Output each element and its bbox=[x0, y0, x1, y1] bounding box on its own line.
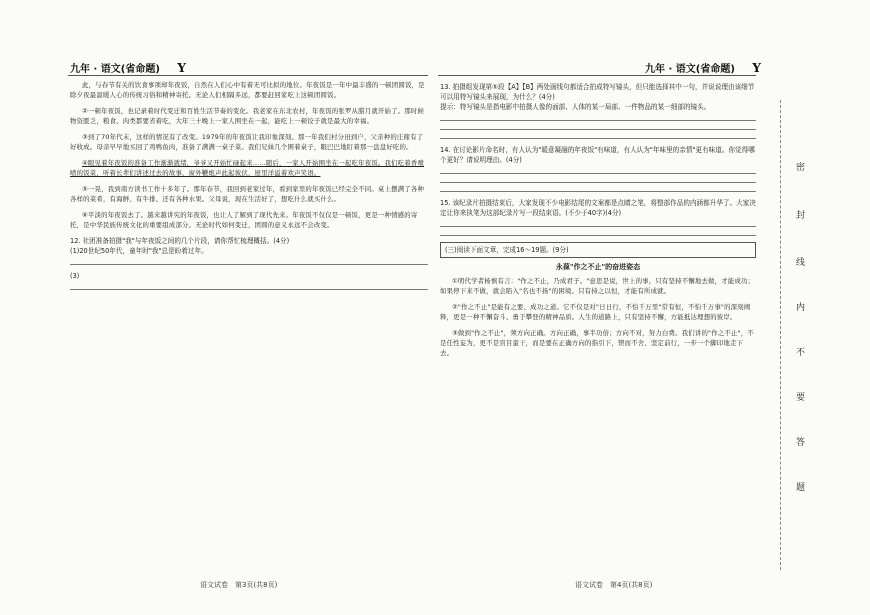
right-page-header bbox=[645, 60, 761, 75]
question-12-item-3: (3) bbox=[70, 272, 80, 280]
passage-paragraph-6: ⑥平淡的年夜饭去了。越来越讲究的年夜饭，也让人了解到了现代先来。年夜饭不仅仅是一顿饭，更是一种情感的寄托，是中华民族传统文化的重要组成部分。无论时代如何变迁，团圆的意义永远不会改变。 bbox=[70, 211, 418, 229]
left-page-content bbox=[70, 80, 428, 290]
article-title: 永葆"作之不止"的奋进姿态 bbox=[555, 263, 641, 271]
answer-line[interactable] bbox=[440, 129, 756, 130]
answer-line[interactable] bbox=[440, 120, 756, 121]
seal-char: 内 bbox=[796, 303, 806, 313]
question-14-stem: 14. 在讨论影片命名时，有人认为"暖意凝融的年夜饭"有味道，有人认为"年味里的亲情"更有味道。你觉得哪个更好？请说明理由。(4分) bbox=[440, 146, 755, 164]
left-page-footer: 语文试卷 第3页(共8页) bbox=[200, 581, 278, 589]
passage-paragraph-1: 此，与春节有关的饮食事项却年夜饭，自然在人们心中有着无可比拟的地位。年夜饭是一年中最丰盛的一顿团圆饭，是除夕夜最温暖人心的传统习俗和精神寄托。无论人们相隔多远，都要赶回家吃上这顿团圆饭。 bbox=[70, 81, 425, 99]
question-13-stem: 13. 拍摄组发现第⑤段【A】【B】两处画线句都适合拍成特写镜头，但只能选择其中一句，并说说理由该细节可以用特写镜头来展现，为什么？(4分) bbox=[440, 83, 755, 101]
question-13-tip: 提示：特写镜头是指电影中拍摄人像的面部、人体的某一局部、一件物品的某一细部的镜头。 bbox=[440, 103, 711, 111]
seal-char: 题 bbox=[796, 483, 806, 493]
question-12-item-1: (1)20世纪50年代，童年时"我"总是盼着过年。 bbox=[70, 247, 208, 255]
seal-char: 密 bbox=[796, 163, 806, 173]
answer-line[interactable] bbox=[70, 289, 428, 290]
right-header-title: 九年 · 语文(省命题) bbox=[645, 64, 735, 75]
seal-char: 不 bbox=[796, 348, 806, 358]
seal-char: 线 bbox=[796, 258, 806, 268]
article-paragraph-3: ③做到"作之不止"，须方向正确。方向正确，事半功倍；方向不对，努力白费。我们讲的"作之不止"，不是任性妄为，更不是盲目蛮干，而是要在正确方向的指引下，锲而不舍、坚定前行，一步一个脚印地走下去。 bbox=[440, 329, 754, 357]
article-paragraph-2: ②"作之不止"是能有之要、成功之道。它不仅是对"日日行，不怕千万里"常有恒，不怕千万事"的深刻阐释，更是一种不懈奋斗、勇于攀登的精神品质。人生的道路上，只有坚持不懈，方能抵达理想的彼岸。 bbox=[440, 303, 751, 321]
left-header-rule bbox=[68, 75, 428, 76]
answer-line[interactable] bbox=[440, 173, 756, 174]
answer-line[interactable] bbox=[440, 182, 756, 183]
right-header-rule bbox=[438, 75, 756, 76]
passage-paragraph-5: ⑤一晃，我到南方读书工作十多年了。那年春节，我回到老家过年，看到家里的年夜饭已经完全不同。桌上摆满了各种各样的菜肴，有海鲜、有牛排、还有各种水果。父母说，现在生活好了，想吃什么就买什么。 bbox=[70, 185, 425, 203]
right-header-mark: Y bbox=[752, 61, 761, 75]
seal-char: 封 bbox=[796, 211, 806, 221]
seal-char: 答 bbox=[796, 438, 806, 448]
question-12-stem: 12. 社团准备拍摄"我"与年夜饭之间的几个片段，请你帮忙梳理概括。(4分) bbox=[70, 237, 290, 245]
question-15-stem: 15. 该纪录片拍摄结束后，大家发现不少电影结尾的文案都是点睛之笔，将整部作品的内涵都升华了。大家决定让你来执笔为这部纪录片写一段结束语。(不少于40字)(4分) bbox=[440, 199, 756, 217]
answer-line[interactable] bbox=[70, 264, 428, 265]
left-header-mark: Y bbox=[177, 61, 186, 75]
right-page-content bbox=[440, 82, 756, 358]
left-header-title: 九年 · 语文(省命题) bbox=[70, 64, 160, 75]
passage-paragraph-3: ③到了70年代末，这样的情况有了改变。1979年的年夜饭让我印象深刻。那一年我们村分田到户，父亲种的庄稼有了好收成。母亲早早地买回了鸡鸭鱼肉，准备了满满一桌子菜。我们兄妹几个围着桌子，眼巴巴地盯着那一盘盘好吃的。 bbox=[70, 133, 424, 151]
answer-line[interactable] bbox=[440, 226, 756, 227]
passage-paragraph-4: ④眼见着年夜饭的准备工作渐渐就绪，爷爷又开始忙碌起来……随后，一家人开始围坐在一起吃年夜饭。我们吃着香喷喷的饭菜，听着长辈们讲述过去的故事，窗外鞭炮声此起彼伏，屋里洋溢着欢声笑语。 bbox=[70, 159, 425, 177]
right-page-footer: 语文试卷 第4页(共8页) bbox=[575, 581, 653, 589]
section-3-heading: (三)阅读下面文章，完成16～19题。(9分) bbox=[440, 242, 756, 258]
article-paragraph-1: ①明代学者杨慎有言："作之不止，乃成君子。"意思是说，世上的事，只有坚持不懈地去做，才能成功；如果停下来不做，就会陷入"名也不扬"的困境。只有持之以恒，才能有所成就。 bbox=[440, 277, 755, 295]
passage-paragraph-2: ②一顿年夜饭，也记录着时代变迁和百姓生活节奏的变化。我老家在东北农村，年夜饭的张罗从腊月就开始了。那时候物资匮乏，粮食、肉类都要省着吃，大年三十晚上一家人围坐在一起，能吃上一顿饺子就是最大的幸福。 bbox=[70, 107, 425, 125]
seal-line bbox=[780, 100, 782, 570]
left-page-header bbox=[70, 60, 186, 75]
seal-char: 要 bbox=[796, 393, 806, 403]
